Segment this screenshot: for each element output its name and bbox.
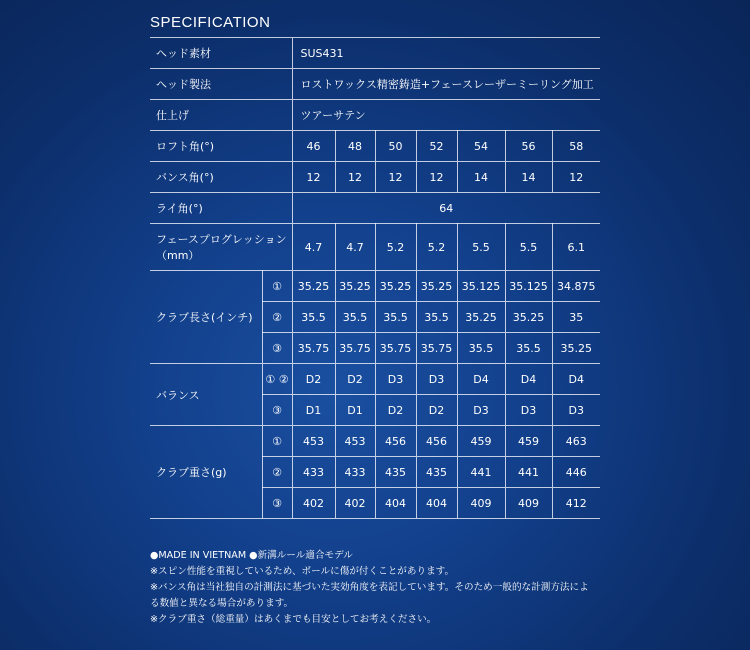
cell: 5.5 [505, 224, 552, 271]
cell: 409 [505, 488, 552, 519]
row-label: ヘッド素材 [150, 38, 292, 69]
cell: 35.25 [552, 333, 600, 364]
cell: 35.5 [292, 302, 335, 333]
cell: 404 [375, 488, 416, 519]
cell: 441 [457, 457, 505, 488]
cell: 453 [292, 426, 335, 457]
sub-key: ② [262, 302, 292, 333]
cell: 35.5 [505, 333, 552, 364]
cell: 35.25 [292, 271, 335, 302]
cell: D3 [375, 364, 416, 395]
cell: 4.7 [335, 224, 375, 271]
cell: 6.1 [552, 224, 600, 271]
cell: 12 [416, 162, 457, 193]
row-label-line1: フェースプログレッション [156, 233, 287, 246]
footnotes [150, 548, 610, 628]
cell: 412 [552, 488, 600, 519]
row-club-length-1 [150, 271, 600, 302]
cell: 402 [335, 488, 375, 519]
sub-key: ③ [262, 333, 292, 364]
row-balance-1 [150, 364, 600, 395]
group-label: クラブ長さ(インチ) [150, 271, 262, 364]
cell: D4 [552, 364, 600, 395]
row-head-material [150, 38, 600, 69]
row-bounce [150, 162, 600, 193]
cell: D4 [457, 364, 505, 395]
cell: 35.75 [335, 333, 375, 364]
cell: 456 [375, 426, 416, 457]
cell: D1 [335, 395, 375, 426]
row-label: ヘッド製法 [150, 69, 292, 100]
sub-key: ① [262, 271, 292, 302]
cell: 404 [416, 488, 457, 519]
cell: 435 [416, 457, 457, 488]
row-club-weight-1 [150, 426, 600, 457]
cell: 35.5 [335, 302, 375, 333]
cell: D2 [335, 364, 375, 395]
cell: 12 [552, 162, 600, 193]
cell: 402 [292, 488, 335, 519]
cell: 433 [335, 457, 375, 488]
sub-key: ① [262, 426, 292, 457]
cell: 52 [416, 131, 457, 162]
row-value: SUS431 [292, 38, 600, 69]
row-label: バンス角(°) [150, 162, 292, 193]
cell: 35.125 [505, 271, 552, 302]
note-line: ●MADE IN VIETNAM ●新溝ルール適合モデル [150, 550, 353, 561]
note-line: ※スピン性能を重視しているため、ボールに傷が付くことがあります。 [150, 566, 455, 577]
cell: 435 [375, 457, 416, 488]
cell: 409 [457, 488, 505, 519]
cell: 14 [505, 162, 552, 193]
group-label: クラブ重さ(g) [150, 426, 262, 519]
cell: 441 [505, 457, 552, 488]
cell: 35.25 [335, 271, 375, 302]
cell: 35.75 [416, 333, 457, 364]
row-value: ロストワックス精密鋳造+フェースレーザーミーリング加工 [292, 69, 600, 100]
cell: D2 [375, 395, 416, 426]
row-label: ライ角(°) [150, 193, 292, 224]
cell: 5.2 [375, 224, 416, 271]
cell: 12 [375, 162, 416, 193]
cell: 459 [505, 426, 552, 457]
cell: 433 [292, 457, 335, 488]
page-title: SPECIFICATION [150, 14, 271, 31]
cell: D4 [505, 364, 552, 395]
cell: 58 [552, 131, 600, 162]
cell: 35.75 [375, 333, 416, 364]
row-loft [150, 131, 600, 162]
cell: D1 [292, 395, 335, 426]
cell: D3 [416, 364, 457, 395]
cell: 34.875 [552, 271, 600, 302]
cell: 14 [457, 162, 505, 193]
cell: 35.125 [457, 271, 505, 302]
cell: 35.25 [505, 302, 552, 333]
cell: 35.5 [457, 333, 505, 364]
row-label: 仕上げ [150, 100, 292, 131]
cell: 48 [335, 131, 375, 162]
cell: 463 [552, 426, 600, 457]
note-line: る数値と異なる場合があります。 [150, 598, 294, 609]
cell: 35.25 [375, 271, 416, 302]
cell: 35.5 [416, 302, 457, 333]
sub-key: ① ② [262, 364, 292, 395]
row-value: ツアーサテン [292, 100, 600, 131]
cell: 4.7 [292, 224, 335, 271]
cell: D2 [292, 364, 335, 395]
cell: 35.25 [457, 302, 505, 333]
cell: 446 [552, 457, 600, 488]
cell: 35 [552, 302, 600, 333]
sub-key: ② [262, 457, 292, 488]
spec-table [150, 37, 600, 519]
cell: 5.2 [416, 224, 457, 271]
sub-key: ③ [262, 395, 292, 426]
cell: 456 [416, 426, 457, 457]
cell: D3 [552, 395, 600, 426]
cell: 50 [375, 131, 416, 162]
row-finish [150, 100, 600, 131]
cell: D2 [416, 395, 457, 426]
row-label-line2: （mm） [156, 249, 200, 262]
cell: 35.5 [375, 302, 416, 333]
row-value: 64 [292, 193, 600, 224]
group-label: バランス [150, 364, 262, 426]
cell: 12 [335, 162, 375, 193]
cell: 459 [457, 426, 505, 457]
row-label [150, 224, 292, 271]
cell: 56 [505, 131, 552, 162]
cell: 35.75 [292, 333, 335, 364]
cell: 54 [457, 131, 505, 162]
cell: 12 [292, 162, 335, 193]
row-lie [150, 193, 600, 224]
row-label: ロフト角(°) [150, 131, 292, 162]
cell: 46 [292, 131, 335, 162]
row-head-making [150, 69, 600, 100]
note-line: ※バンス角は当社独自の計測法に基づいた実効角度を表記しています。そのため一般的な計測方法によ [150, 582, 589, 593]
cell: 5.5 [457, 224, 505, 271]
note-line: ※クラブ重さ（総重量）はあくまでも目安としてお考えください。 [150, 614, 437, 625]
cell: 35.25 [416, 271, 457, 302]
row-face-progression [150, 224, 600, 271]
cell: D3 [505, 395, 552, 426]
cell: 453 [335, 426, 375, 457]
sub-key: ③ [262, 488, 292, 519]
cell: D3 [457, 395, 505, 426]
